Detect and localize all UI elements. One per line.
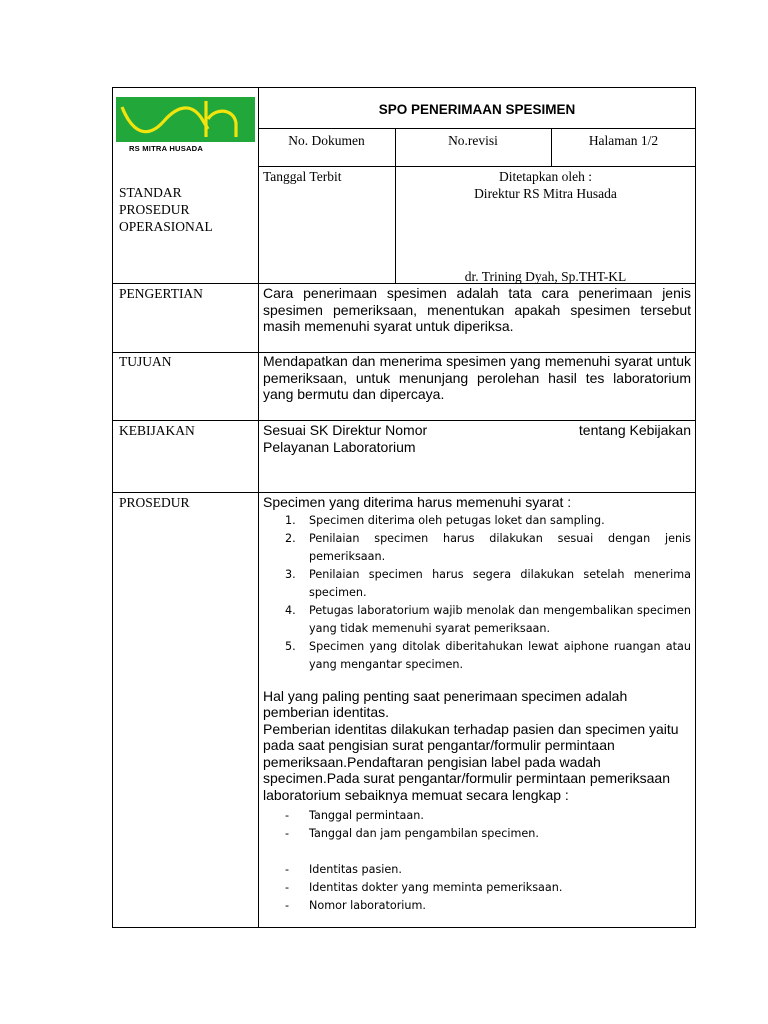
dash-bullet: - [285, 827, 290, 840]
kebijakan-part1: Sesuai SK Direktur Nomor [263, 422, 428, 438]
prosedur-intro: Specimen yang diterima harus memenuhi syarat : [263, 494, 572, 510]
row-divider-dokumen [258, 166, 696, 167]
row-divider-title [258, 128, 696, 129]
signatory-name: dr. Trining Dyah, Sp.THT-KL [464, 269, 627, 284]
requirement-list-a [263, 807, 691, 843]
kebijakan-line2: Pelayanan Laboratorium [263, 438, 416, 455]
no-dokumen-label: No. Dokumen [288, 133, 365, 148]
document-title: SPO PENERIMAAN SPESIMEN [378, 102, 576, 117]
step-text: Specimen yang ditolak diberitahukan lewat aiphone ruangan atau yang mengantar specimen. [309, 639, 691, 671]
step-number: 2. [285, 531, 296, 545]
kebijakan-text [263, 422, 691, 455]
step-text: Specimen diterima oleh petugas loket dan sampling. [309, 513, 605, 527]
requirement-text: Nomor laboratorium. [309, 899, 426, 912]
pengertian-text: Cara penerimaan spesimen adalah tata cara penerimaan jenis spesimen pemeriksaan, menentukan apakah spesimen tersebut masih memenuhi syarat untuk diperiksa. [263, 285, 691, 334]
logo-emblem-icon [116, 97, 255, 145]
header-divider-1 [395, 128, 396, 283]
pengertian-label: PENGERTIAN [119, 286, 203, 301]
section-label: STANDAR PROSEDUR OPERASIONAL [119, 185, 213, 234]
tujuan-label: TUJUAN [119, 354, 172, 369]
dash-bullet: - [285, 863, 290, 876]
prosedur-step [263, 602, 691, 638]
hospital-logo [116, 97, 255, 145]
dash-bullet: - [285, 809, 290, 822]
paragraph-pemberian: Pemberian identitas dilakukan terhadap pasien dan specimen yaitu pada saat pengisian surat pengantar/formulir permintaan pemeriksaan.Pendaftaran pengisian label pada wadah specimen.Pada surat pengantar/formulir permintaan pemeriksaan laboratorium sebaiknya memuat secara lengkap : [263, 720, 679, 803]
kebijakan-label: KEBIJAKAN [119, 423, 195, 438]
requirement-item [263, 897, 691, 915]
step-number: 4. [285, 603, 296, 617]
logo-caption: RS MITRA HUSADA [129, 144, 204, 153]
prosedur-content [263, 494, 691, 915]
dash-bullet: - [285, 881, 290, 894]
requirement-item [263, 825, 691, 843]
requirement-item [263, 861, 691, 879]
step-text: Petugas laboratorium wajib menolak dan mengembalikan specimen yang tidak memenuhi syarat pemeriksaan. [309, 603, 691, 635]
dash-bullet: - [285, 899, 290, 912]
requirement-text: Tanggal permintaan. [309, 809, 424, 822]
requirement-item [263, 879, 691, 897]
step-number: 5. [285, 639, 296, 653]
requirement-text: Identitas pasien. [309, 863, 402, 876]
prosedur-label: PROSEDUR [119, 495, 190, 510]
prosedur-step [263, 566, 691, 602]
prosedur-step [263, 512, 691, 530]
prosedur-steps [263, 512, 691, 674]
tanggal-terbit-label: Tanggal Terbit [263, 169, 342, 184]
step-text: Penilaian specimen harus segera dilakukan setelah menerima specimen. [309, 567, 691, 599]
requirement-list-b [263, 861, 691, 915]
kebijakan-part2: tentang Kebijakan [578, 422, 691, 438]
no-revisi-label: No.revisi [448, 133, 498, 148]
prosedur-step [263, 530, 691, 566]
step-text: Penilaian specimen harus dilakukan sesuai dengan jenis pemeriksaan. [309, 531, 691, 563]
column-divider [258, 88, 259, 928]
prosedur-step [263, 638, 691, 674]
ditetapkan-label: Ditetapkan oleh : [499, 169, 592, 184]
spo-document-table [112, 87, 696, 928]
row-divider-tujuan [113, 420, 696, 421]
step-number: 1. [285, 513, 296, 527]
step-number: 3. [285, 567, 296, 581]
row-divider-kebijakan [113, 492, 696, 493]
ditetapkan-by: Direktur RS Mitra Husada [474, 186, 617, 201]
tujuan-text: Mendapatkan dan menerima spesimen yang memenuhi syarat untuk pemeriksaan, untuk menunjang perolehan hasil tes laboratorium yang bermutu dan dipercaya. [263, 353, 691, 402]
requirement-text: Tanggal dan jam pengambilan specimen. [309, 827, 539, 840]
requirement-item [263, 807, 691, 825]
halaman-label: Halaman 1/2 [588, 133, 659, 148]
paragraph-identitas: Hal yang paling penting saat penerimaan specimen adalah pemberian identitas. [263, 687, 628, 720]
requirement-text: Identitas dokter yang meminta pemeriksaan. [309, 881, 563, 894]
